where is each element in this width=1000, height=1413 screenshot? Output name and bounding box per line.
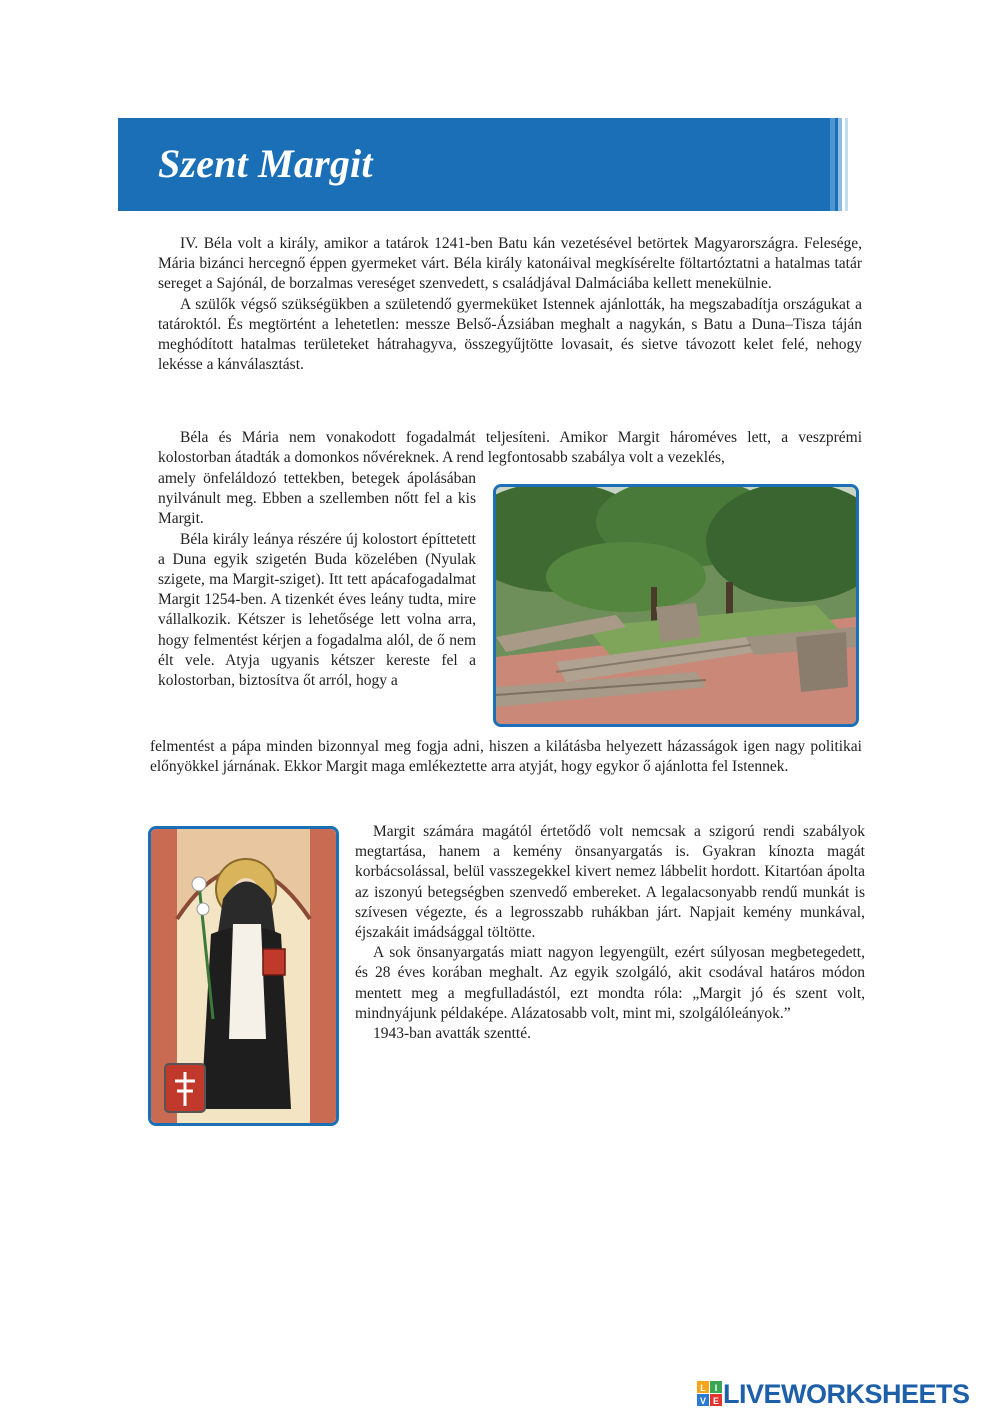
saint-illustration xyxy=(151,829,336,1123)
saint-margaret-painting xyxy=(148,826,339,1126)
paragraph: A szülők végső szükségükben a születendő gyermeküket Istennek ajánlották, ha megszabadítja országukat a tatároktól. És megtörtént a lehetetlen: messze Belső-Ázsiában meghalt a nagykán, s Batu a Duna–Tisza táján meghódított hatalmas területeket hátrahagyva, összegyűjtötte lovasait, és sietve távozott kelet felé, nehogy lekésse a kánválasztást. xyxy=(158,295,862,374)
liveworksheets-logo xyxy=(697,1379,970,1409)
paragraph: Béla és Mária nem vonakodott fogadalmát teljesíteni. Amikor Margit hároméves lett, a veszprémi kolostorban átadták a domonkos nővéreknek. A rend legfontosabb szabálya volt a vezeklés, xyxy=(158,429,862,467)
section-childhood-beside-photo xyxy=(158,469,476,691)
liveworksheets-logo-icon xyxy=(697,1381,723,1407)
paragraph: amely önfeláldozó tettekben, betegek ápolásában nyilvánult meg. Ebben a szellemben nőtt fel a kis Margit. xyxy=(158,470,476,528)
section-childhood-continued xyxy=(150,737,862,777)
logo-icon-letter: L xyxy=(700,1383,706,1393)
paragraph: felmentést a pápa minden bizonnyal meg fogja adni, hiszen a kilátásba helyezett házasságok igen nagy politikai előnyökkel járnának. Ekkor Margit maga emlékeztette arra atyját, hogy egykor ő ajánlotta fel Istennek. xyxy=(150,738,862,776)
logo-text: LIVEWORKSHEETS xyxy=(723,1378,970,1409)
section-childhood-lead xyxy=(158,428,862,468)
banner-stripes xyxy=(830,118,854,211)
paragraph: 1943-ban avatták szentté. xyxy=(373,1025,531,1043)
monastery-ruins-photo xyxy=(493,484,859,727)
ruins-illustration xyxy=(496,487,856,724)
page-title: Szent Margit xyxy=(158,141,373,186)
paragraph: Béla király leánya részére új kolostort építtetett a Duna egyik szigetén Buda közelében (Nyulak szigete, ma Margit-sziget). Itt tett apácafogadalmat Margit 1254-ben. A tizenkét éves leány tudta, mire vállalkozik. Kétszer is lehetősége lett volna arra, hogy felmentést kérjen a fogadalma alól, de ő nem élt vele. Atyja ugyanis kétszer kereste fel a kolostorban, biztosítva őt arról, hogy a xyxy=(158,530,476,690)
paragraph: IV. Béla volt a király, amikor a tatárok 1241-ben Batu kán vezetésével betörtek Magyarországra. Felesége, Mária bizánci hercegnő éppen gyermeket várt. Béla király katonáival megkísérelte föltartóztatni a hatalmas tatár sereget a Sajónál, de borzalmas vereséget szenvedett, s családjával Dalmáciába kellett menekülnie. xyxy=(158,235,862,293)
paragraph: Margit számára magától értetődő volt nemcsak a szigorú rendi szabályok megtartása, hanem a kemény önsanyargatás is. Gyakran kínozta magát korbácsolással, belül vasszegekkel kivert nemez lábbelit hordott. Kitartóan ápolta az iszonyú betegségben szenvedő embereket. A legalacsonyabb rendű munkát is szívesen végezte, és a legrosszabb ruhákban járt. Napjait kemény munkával, éjszakáit imádsággal töltötte. xyxy=(355,823,865,942)
logo-icon-letter: I xyxy=(714,1383,718,1393)
logo-icon-letter: V xyxy=(699,1396,707,1406)
section-intro xyxy=(158,234,862,375)
section-later-life xyxy=(355,822,865,1044)
paragraph: A sok önsanyargatás miatt nagyon legyengült, ezért súlyosan megbetegedett, és 28 éves korában meghalt. Az egyik szolgáló, akit csodával határos módon mentett meg a megfulladástól, ezt mondta róla: „Margit jó és szent volt, mindnyájunk példaképe. Alázatosabb volt, mint mi, szolgálóleányok.” xyxy=(355,944,865,1022)
logo-icon-letter: E xyxy=(712,1396,720,1406)
